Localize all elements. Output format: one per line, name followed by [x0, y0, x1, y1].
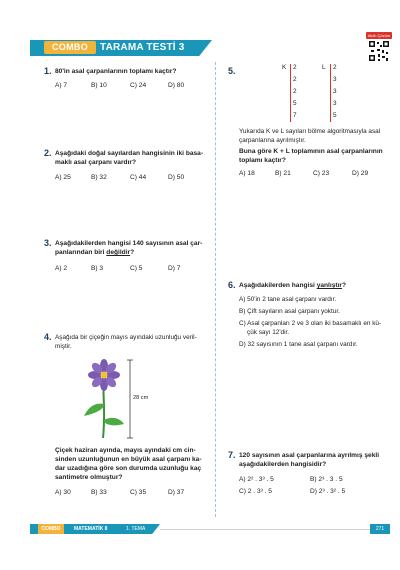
answer-option[interactable]: A) 25: [55, 174, 71, 181]
answer-option[interactable]: A) 2: [55, 265, 68, 272]
column-divider: [215, 62, 216, 517]
factor-value: 3: [333, 88, 337, 95]
question-number: 4.: [44, 332, 52, 342]
factor-value: 3: [333, 100, 337, 107]
factor-value: 5: [293, 100, 297, 107]
answer-option[interactable]: D) 32 sayısının 1 tane asal çarpanı vardır.: [239, 341, 358, 348]
answer-option[interactable]: A) 30: [55, 489, 71, 496]
factor-value: 7: [293, 112, 297, 119]
factor-table-l-rule: [330, 64, 331, 122]
answer-option[interactable]: A) 2² . 3³ . 5: [239, 476, 274, 483]
underlined-word: değildir: [106, 249, 131, 256]
page-title: TARAMA TESTİ 3: [100, 42, 185, 53]
answer-option[interactable]: C) 24: [130, 82, 147, 89]
qr-code-icon[interactable]: [368, 40, 390, 62]
answer-option[interactable]: A) 18: [239, 170, 255, 177]
answer-option[interactable]: C) 23: [313, 170, 330, 177]
answer-option[interactable]: D) 50: [168, 174, 185, 181]
answer-option[interactable]: D) 2³ . 3² . 5: [310, 488, 346, 495]
answer-option[interactable]: C) Asal çarpanları 2 ve 3 olan iki basamaklı en kü-: [239, 320, 382, 327]
question-text-line: [55, 248, 134, 257]
answer-option[interactable]: B) 32: [91, 174, 107, 181]
answer-option[interactable]: B) 3: [91, 265, 104, 272]
brand-logo: COMBO: [44, 41, 96, 54]
page-number: 271: [370, 524, 390, 534]
question-mark: ?: [341, 282, 347, 289]
factor-table-k-label: K: [282, 64, 287, 71]
answer-option[interactable]: D) 37: [168, 489, 185, 496]
question-text-line: maklı asal çarpanı vardır?: [55, 159, 136, 166]
factor-value: 2: [293, 88, 297, 95]
question-text-line: Buna göre K + L toplamının asal çarpanlarının: [239, 148, 383, 155]
question-text-line: 120 sayısının asal çarpanlarına ayrılmış şekli: [239, 452, 380, 459]
question-text-line: dar uzadığına göre son durumda uzunluğu kaç: [55, 465, 202, 472]
question-text-part: panlarından biri: [55, 249, 107, 256]
question-number: 5.: [228, 66, 236, 76]
factor-value: 5: [333, 112, 337, 119]
factor-table-l-values: [333, 62, 337, 122]
question-text-line: toplamı kaçtır?: [239, 157, 286, 164]
question-number: 7.: [228, 450, 236, 460]
factor-value: 2: [333, 64, 337, 71]
answer-option[interactable]: A) 7: [55, 82, 68, 89]
factor-table-l-label: L: [322, 64, 326, 71]
question-text-line: aşağıdakilerden hangisidir?: [239, 461, 327, 468]
question-intro-line: miştir.: [55, 343, 72, 350]
question-number: 1.: [44, 66, 52, 76]
question-text-line: Aşağıdakilerden hangisi 140 sayısının asal çar-: [55, 240, 203, 247]
factor-value: 2: [293, 64, 297, 71]
footer-logo: COMBO: [38, 524, 64, 534]
answer-option[interactable]: C) 44: [130, 174, 147, 181]
factor-value: 2: [293, 76, 297, 83]
answer-option[interactable]: B) 33: [91, 489, 107, 496]
footer-rule: [160, 529, 370, 530]
answer-option[interactable]: C) 35: [130, 489, 147, 496]
underlined-word: yanlıştır: [316, 282, 342, 289]
question-intro-line: çarpanlarına ayrılmıştır.: [239, 137, 306, 144]
answer-option[interactable]: A) 50'in 2 tane asal çarpanı vardır.: [239, 296, 337, 303]
footer-topic: 1. TEMA: [126, 526, 146, 532]
question-number: 2.: [44, 148, 52, 158]
answer-option[interactable]: B) 2³ . 3 . 5: [310, 476, 343, 483]
answer-option-continuation: çük sayı 12'dir.: [247, 329, 290, 336]
answer-option[interactable]: B) Çift sayıların asal çarpanı yoktur.: [239, 308, 340, 315]
factor-value: 3: [333, 76, 337, 83]
measurement-label: 28 cm: [133, 395, 149, 401]
question-text-line: Aşağıdaki doğal sayılardan hangisinin iki basa-: [55, 150, 204, 157]
question-text-line: Çiçek haziran ayında, mayıs ayındaki cm cin-: [55, 447, 196, 454]
question-text-part: Aşağıdakilerden hangisi: [239, 282, 317, 289]
factor-table-k-values: [293, 62, 297, 122]
question-number: 3.: [44, 238, 52, 248]
question-text-line: sinden uzunluğunun en büyük asal çarpanı ka-: [55, 456, 202, 463]
question-text: 80'in asal çarpanlarının toplamı kaçtır?: [55, 68, 177, 75]
question-intro-line: Yukarıda K ve L sayıları bölme algoritmasıyla asal: [239, 128, 381, 135]
answer-option[interactable]: C) 2 . 3³ . 5: [239, 488, 272, 495]
question-number: 6.: [228, 280, 236, 290]
factor-table-k-rule: [290, 64, 291, 122]
answer-option[interactable]: D) 7: [168, 265, 181, 272]
question-text: [239, 281, 346, 290]
question-text-line: santimetre olmuştur?: [55, 474, 123, 481]
answer-option[interactable]: D) 29: [352, 170, 369, 177]
answer-option[interactable]: D) 80: [168, 82, 185, 89]
qr-label: Akıllı Çözüm: [367, 33, 391, 38]
question-mark: ?: [130, 249, 135, 256]
answer-option[interactable]: B) 10: [91, 82, 107, 89]
answer-option[interactable]: C) 5: [130, 265, 143, 272]
footer-subject: MATEMATİK 8: [74, 526, 108, 532]
question-intro-line: Aşağıda bir çiçeğin mayıs ayındaki uzunluğu veril-: [55, 334, 197, 341]
answer-option[interactable]: B) 21: [275, 170, 291, 177]
